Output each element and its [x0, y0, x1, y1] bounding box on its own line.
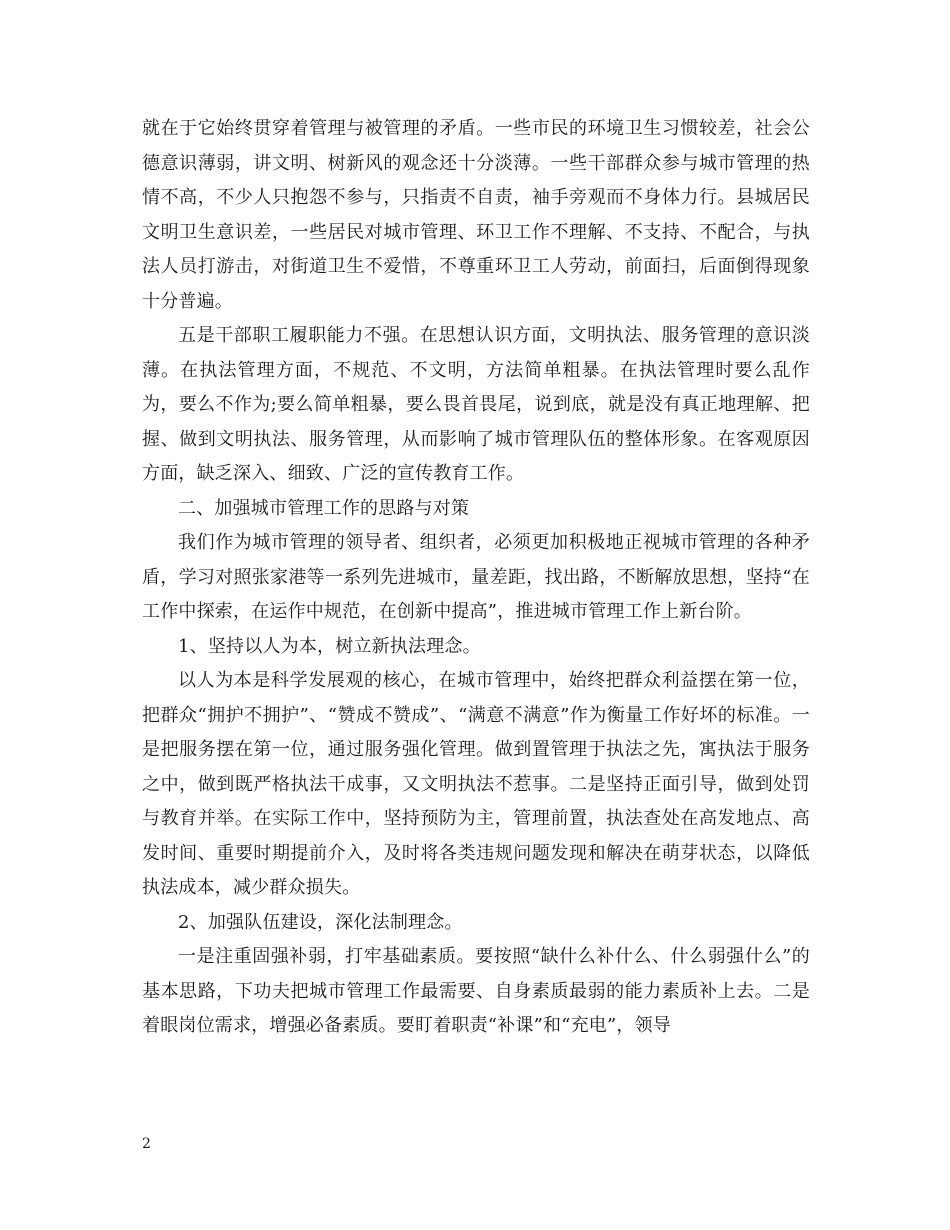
paragraph-section-intro: 我们作为城市管理的领导者、组织者，必须更加积极地正视城市管理的各种矛盾，学习对照张家港等一系列先进城市，量差距，找出路，不断解放思想，坚持“在工作中探索，在运作中规范，在创新中提高”，推进城市管理工作上新台阶。 [142, 532, 810, 622]
paragraph-people-first: 以人为本是科学发展观的核心，在城市管理中，始终把群众利益摆在第一位，把群众“拥护不拥护”、“赞成不赞成”、“满意不满意”作为衡量工作好坏的标准。一是把服务摆在第一位，通过服务强化管理。做到置管理于执法之先，寓执法于服务之中，做到既严格执法干成事，又文明执法不惹事。二是坚持正面引导，做到处罚与教育并举。在实际工作中，坚持预防为主，管理前置，执法查处在高发地点、高发时间、重要时期提前介入，及时将各类违规问题发现和解决在萌芽状态，以降低执法成本，减少群众损失。 [142, 670, 810, 898]
paragraph-team-building: 一是注重固强补弱，打牢基础素质。要按照“缺什么补什么、什么弱强什么”的基本思路，下功夫把城市管理工作最需要、自身素质最弱的能力素质补上去。二是着眼岗位需求，增强必备素质。要盯着职责“补课”和“充电”，领导 [142, 946, 810, 1036]
subheading-two: 2、加强队伍建设，深化法制理念。 [178, 911, 463, 933]
paragraph-continuation: 就在于它始终贯穿着管理与被管理的矛盾。一些市民的环境卫生习惯较差，社会公德意识薄弱，讲文明、树新风的观念还十分淡薄。一些干部群众参与城市管理的热情不高，不少人只抱怨不参与，只指责不自责，袖手旁观而不身体力行。县城居民文明卫生意识差，一些居民对城市管理、环卫工作不理解、不支持、不配合，与执法人员打游击，对街道卫生不爱惜，不尊重环卫工人劳动，前面扫，后面倒得现象十分普遍。 [142, 118, 810, 312]
subheading-one: 1、坚持以人为本，树立新执法理念。 [178, 635, 481, 657]
page-number: 2 [142, 1136, 151, 1152]
paragraph-point-five: 五是干部职工履职能力不强。在思想认识方面，文明执法、服务管理的意识淡薄。在执法管理方面，不规范、不文明，方法简单粗暴。在执法管理时要么乱作为，要么不作为;要么简单粗暴，要么畏首畏尾，说到底，就是没有真正地理解、把握、做到文明执法、服务管理，从而影响了城市管理队伍的整体形象。在客观原因方面，缺乏深入、细致、广泛的宣传教育工作。 [142, 325, 810, 484]
section-heading-two: 二、加强城市管理工作的思路与对策 [178, 497, 470, 519]
document-body [142, 112, 810, 1044]
